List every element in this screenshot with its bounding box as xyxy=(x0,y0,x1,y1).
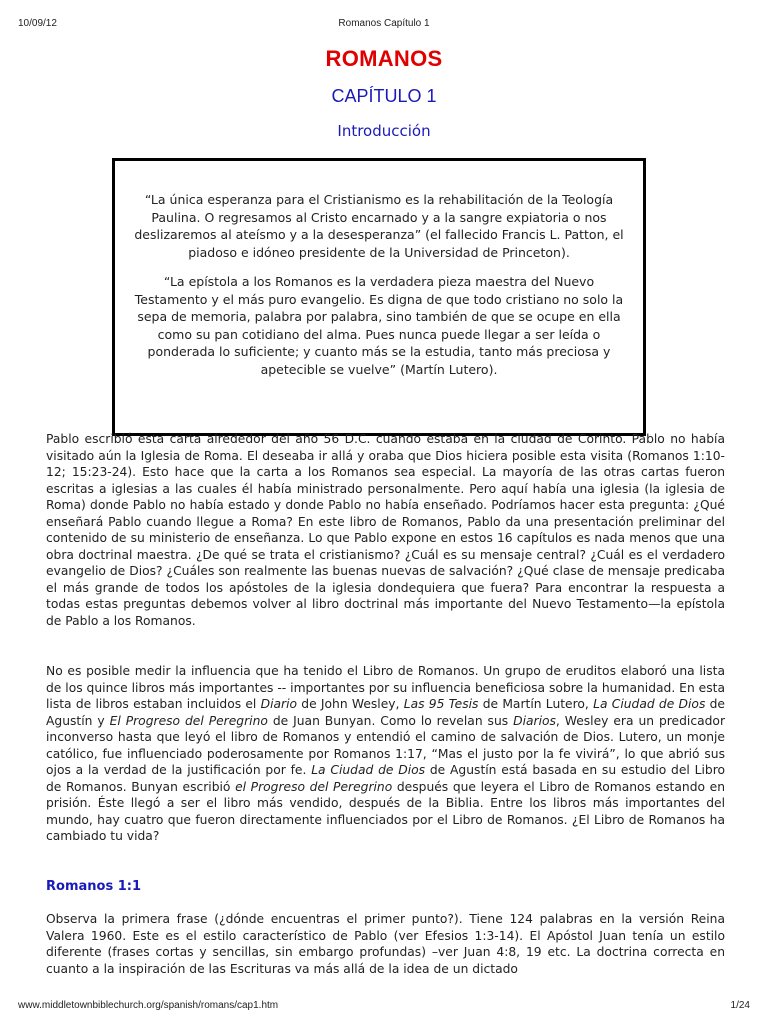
quote-box xyxy=(112,158,646,436)
text-span: , Wesley era un predicador inconverso hasta que leyó el libro de Romanos y entendió el camino de salvación de Dios. Lutero, un monje católico, fue influenciado poderosamente por Romanos 1:17, “Mas el justo por la fe vivirá”, lo que abrió sus ojos a la verdad de la justificación por fe. xyxy=(46,713,726,777)
paragraph-context: Pablo escribió esta carta alrededor del año 56 D.C. cuando estaba en la ciudad de Corinto. Pablo no había visitado aún la Iglesia de Roma. El deseaba ir allá y oraba que Dios hiciera posible esta visita (Romanos 1:10-12; 15:23-24). Esto hace que la carta a los Romanos sea especial. La mayoría de las otras cartas fueron escritas a iglesias a las cuales él había ministrado personalmente. Pero aquí había una iglesia (la iglesia de Roma) donde Pablo no había estado y donde Pablo no había enseñado. Podríamos hacer esta pregunta: ¿Qué enseñará Pablo cuando llegue a Roma? En este libro de Romanos, Pablo da una presentación preliminar del contenido de su ministerio de enseñanza. Lo que Pablo expone en estos 16 capítulos es nada menos que una obra doctrinal maestra. ¿De qué se trata el cristianismo? ¿Cuál es su mensaje central? ¿Cuál es el verdadero evangelio de Dios? ¿Cuáles son realmente las buenas nuevas de salvación? ¿Qué clase de mensaje predicaba el más grande de todos los apóstoles de la iglesia dondequiera que fuera? Para encontrar la respuesta a todas estas preguntas debemos volver al libro doctrinal más importante del Nuevo Testamento—la epístola de Pablo a los Romanos. xyxy=(46,432,725,628)
print-url: www.middletownbiblechurch.org/spanish/romans/cap1.htm xyxy=(18,1000,279,1011)
text-span: de Martín Lutero, xyxy=(478,697,594,711)
quote-luther: “La epístola a los Romanos es la verdadera pieza maestra del Nuevo Testamento y el más puro evangelio. Es digna de que todo cristiano no solo la sepa de memoria, palabra por palabra, sino también de que se ocupe en ella como su pan cotidiano del alma. Pues nunca puede llegar a ser leída o ponderada lo suficiente; y cuanto más se la estudia, tanto más preciosa y apetecible se vuelve” (Martín Lutero). xyxy=(134,274,624,377)
book-title: La Ciudad de Dios xyxy=(593,697,706,711)
paragraph-influence xyxy=(46,663,725,845)
section-heading: Romanos 1:1 xyxy=(46,879,141,894)
page-title: ROMANOS xyxy=(325,46,443,71)
text-span: después que leyera el Libro de Romanos estando en prisión. Éste llegó a ser el libro más vendido, después de la Biblia. Entre los libros más importantes del mundo, hay cuatro que fueron directamente influenciados por el Libro de Romanos. ¿El Libro de Romanos ha cambiado tu vida? xyxy=(46,779,726,843)
intro-heading: Introducción xyxy=(337,122,431,140)
paragraph-romans-1-1: Observa la primera frase (¿dónde encuentras el primer punto?). Tiene 124 palabras en la versión Reina Valera 1960. Este es el estilo característico de Pablo (ver Efesios 1:3-14). El Apóstol Juan tenía un estilo diferente (frases cortas y sencillas, sin embargo profundas) –ver Juan 4:8, 19 etc. La doctrina correcta en cuanto a la inspiración de las Escrituras va más allá de la idea de un dictado xyxy=(46,912,725,976)
print-doc-title: Romanos Capítulo 1 xyxy=(338,18,430,29)
book-title: Las 95 Tesis xyxy=(403,697,479,711)
book-title: Diario xyxy=(260,697,298,711)
text-span: No es posible medir la influencia que ha tenido el Libro de Romanos. Un grupo de eruditos elaboró una lista de los quince libros más importantes -- importantes por su influencia beneficiosa sobre la humanidad. En esta lista de libros estaban incluidos el xyxy=(46,664,725,711)
text-span: de Juan Bunyan. Como lo revelan sus xyxy=(267,713,514,728)
print-date: 10/09/12 xyxy=(18,18,57,29)
chapter-heading: CAPÍTULO 1 xyxy=(331,86,437,106)
book-title: el Progreso del Peregrino xyxy=(235,779,393,794)
quote-patton: “La única esperanza para el Cristianismo es la rehabilitación de la Teología Paulina. O regresamos al Cristo encarnado y a la sangre expiatoria o nos deslizaremos al ateísmo y a la desesperanza” (el fallecido Francis L. Patton, el piadoso e idóneo presidente de la Universidad de Princeton). xyxy=(134,192,624,260)
book-title: El Progreso del Peregrino xyxy=(109,713,268,728)
print-page-number: 1/24 xyxy=(730,1000,750,1011)
book-title: La Ciudad de Dios xyxy=(311,763,426,777)
text-span: de John Wesley, xyxy=(297,697,404,711)
text-span: de Agustín y xyxy=(46,697,725,728)
book-title: Diarios xyxy=(513,713,556,728)
text-span: de Agustín está basada en su estudio del Libro de Romanos. Bunyan escribió xyxy=(46,763,726,794)
